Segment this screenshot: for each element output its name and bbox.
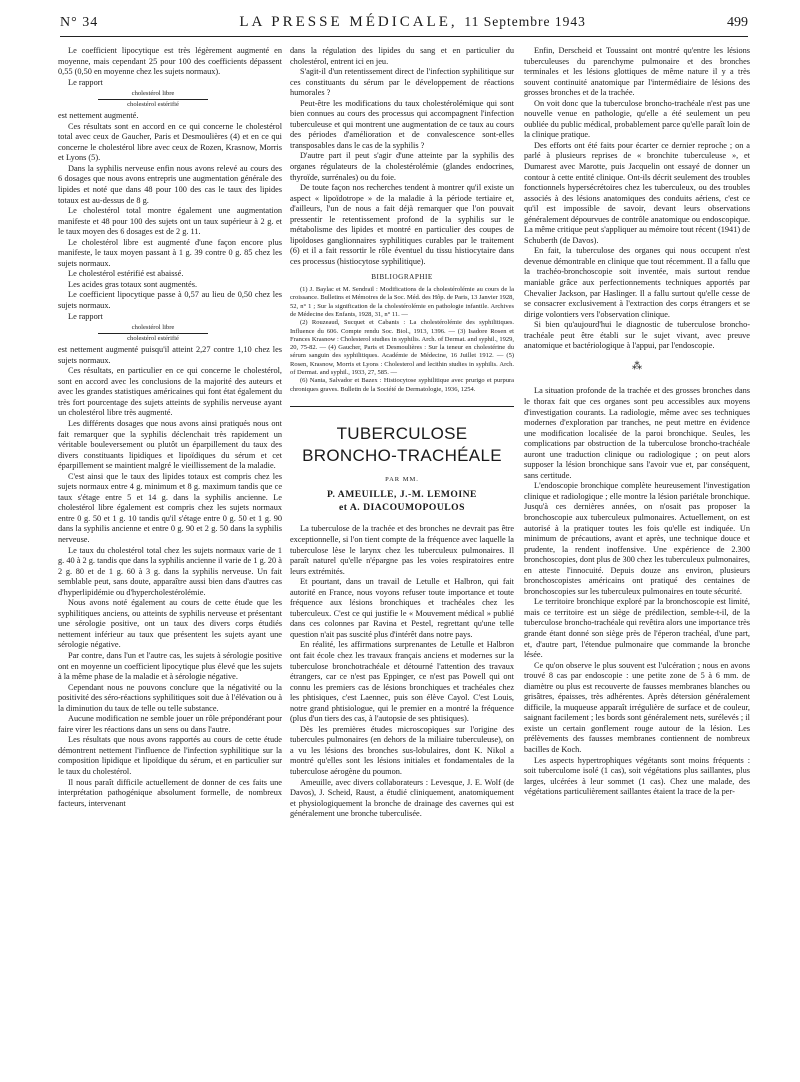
paragraph: Le coefficient lipocytique passe à 0,57 au lieu de 0,50 chez les sujets normaux. bbox=[58, 290, 282, 311]
bibliography-heading: BIBLIOGRAPHIE bbox=[371, 273, 433, 282]
bibliography-entry: (6) Nanta, Salvador et Bazex : Histiocytose syphilitique avec prurigo et purpura chroniques graves. Bulletin de la Société de Dermatologie, 1936, 1254. bbox=[290, 377, 514, 393]
column-3 bbox=[524, 46, 750, 1076]
paragraph: S'agit-il d'un retentissement direct de l'infection syphilitique sur ces constituants du sérum par le développement de réactions humorales ? bbox=[290, 67, 514, 98]
paragraph: Ce qu'on observe le plus souvent est l'ulcération ; nous en avons trouvé 8 cas par endoscopie : une petite zone de 5 à 6 mm. de diamètre ou plus est recouverte de fausses membranes blanches ou grisâtres, épaisses, très adhérentes. Après détersion généralement difficile, la muqueuse apparaît irrégulière de surface et de couleur, saignant facilement ; les bords sont généralement nets, surélevés ; il existe un certain gonflement rouge autour de la lésion. Les prélèvements des fausses membranes contiennent de nombreux bacilles de Koch. bbox=[524, 660, 750, 754]
paragraph: L'endoscopie bronchique complète heureusement l'investigation clinique et radiologique ; elle montre la lésion pariétale bronchique. Jusqu'à ces dernières années, on n'osait pas proposer la bronchoscopie aux tuberculeux pulmonaires. Actuellement, on est autorisé à la pratiquer toutes les fois qu'elle est indiquée. Un minimum de précautions, avant et après, une technique douce et prudente, la rendent inoffensive. Une expérience de 2.300 bronchoscopies, dont plus de 300 chez les tuberculeux pulmonaires, en atteste l'innocuité. Depuis douze ans environ, plusieurs bronchoscopistes américains ont pratiqué des centaines de bronchoscopies sur les tuberculeux pulmonaires en toute sécurité. bbox=[524, 481, 750, 596]
paragraph: Le rapport bbox=[68, 311, 103, 321]
article-title-line: TUBERCULOSE bbox=[336, 423, 468, 443]
issue-number: N° 34 bbox=[60, 15, 99, 30]
paragraph: est nettement augmenté puisqu'il atteint 2,27 contre 1,10 chez les sujets normaux. bbox=[58, 345, 282, 365]
paragraph: Ces résultats, en particulier en ce qui concerne le cholestérol, sont en accord avec les conclusions de la majorité des auteurs et avec les grandes statistiques américaines qui font état également du très fort pourcentage des sujets atteints de syphilis nerveuse ayant un cholestérol libre très augmenté. bbox=[58, 366, 282, 418]
fraction-denominator: cholestérol estérifié bbox=[127, 335, 179, 343]
bibliography-entry: (2) Rouzeaud, Sucquet et Cabanis : La cholestérolémie des syphilitiques. Influence du 606. Compte rendu Soc. Biol., 1913, 1396. — (3) Isadore Rosen et Frances Krasnow : Cholesterol studies in syphilis. Arch. of Dermat. and syphil., 1929, 20, 75-82. — (4) Gaucher, Paris et Desmoulières : Sur la teneur en cholestérine du sérum sanguin des syphilitiques. Académie de Médecine, 16 Juillet 1912. — (5) Rosen, Krasnow, Morris et Lyons : Cholesterol and lecithin studies in syphilis. Arch. of Dermat. and syphil., 1933, 27, 585. — bbox=[290, 319, 514, 376]
paragraph: La tuberculose de la trachée et des bronches ne devrait pas être exceptionnelle, si l'on tient compte de la fréquence avec laquelle la tuberculose lèse le larynx chez les tuberculeux pulmonaires. Il paraît naturel qu'elle n'épargne pas les voies respiratoires entre leurs extrémités. bbox=[290, 524, 514, 576]
paragraph: Cependant nous ne pouvons conclure que la négativité ou la positivité des séro-réactions syphilitiques soit due à l'élévation ou à la diminution du taux de telle ou telle substance. bbox=[58, 682, 282, 713]
fraction-numerator: cholestérol libre bbox=[98, 90, 208, 100]
fraction-denominator: cholestérol estérifié bbox=[127, 101, 179, 109]
article-title-line: BRONCHO-TRACHÉALE bbox=[302, 445, 502, 465]
section-separator-asterism: ⁂ bbox=[632, 360, 642, 372]
paragraph: Le cholestérol libre est augmenté d'une façon encore plus manifeste, le taux moyen passant à 1 g. 39 contre 0 g. 85 chez les sujets normaux. bbox=[58, 237, 282, 268]
column-2 bbox=[290, 46, 514, 1076]
paragraph: Le territoire bronchique exploré par la bronchoscopie est limité, mais ce territoire est un siège de prédilection, semble-t-il, de la tuberculose broncho-trachéale qui revêtira alors une importance très grande étant donné son siège près de l'éperon trachéal, d'une part, et, d'autre part, l'étendue pulmonaire que commande la bronche lésée. bbox=[524, 597, 750, 660]
ratio-fraction bbox=[98, 90, 208, 109]
paragraph: Peut-être les modifications du taux cholestérolémique qui sont bien connues au cours des processus qui accompagnent l'infection tuberculeuse et qui montrent une augmentation de ce taux au cours des périodes d'amélioration et de convalescence sont-elles transposables dans le cas de la syphilis ? bbox=[290, 98, 514, 150]
paragraph: Dans la syphilis nerveuse enfin nous avons relevé au cours des 6 dosages que nous avons entrepris une augmentation générale des lipides et noté que dans 48 pour 100 des cas le taux des lipides totaux est au-dessus de 8 g. bbox=[58, 163, 282, 205]
paragraph: Des efforts ont été faits pour écarter ce dernier reproche ; on a parlé à plusieurs reprises de « bronchite tuberculeuse », et Dumarest avec Marotte, puis Jacquelin ont essayé de donner un contour à cette entité clinique. Ont-ils décrit seulement des troubles fonctionnels hypersécrétoires chez les tuberculeux, ou des troubles associés à des lésions anatomiques des conduits aériens, c'est ce qu'il est impossible de savoir, devant leurs observations généralement dépourvues de contrôle anatomique ou endoscopique. La même critique peut s'appliquer au mémoire tout récent (1941) de Schuberth (de Davos). bbox=[524, 140, 750, 245]
authors bbox=[290, 488, 514, 514]
paragraph: D'autre part il peut s'agir d'une atteinte par la syphilis des organes régulateurs de la cholestérolémie (glandes endocrines, thyroïde, surrénales) ou du foie. bbox=[290, 151, 514, 182]
authors-line: P. AMEUILLE, J.-M. LEMOINE bbox=[327, 489, 477, 501]
paragraph: Ameuille, avec divers collaborateurs : Levesque, J. E. Wolf (de Davos), J. Scheid, Raust, a étudié cliniquement, anatomiquement et physiologiquement la bronche de drainage des cavernes qui est généralement une bronche tuberculisée. bbox=[290, 777, 514, 819]
paragraph: Si bien qu'aujourd'hui le diagnostic de tuberculose broncho-trachéale peut être établi sur le sujet vivant, avec preuve anatomique et bactériologique à l'appui, par l'endoscopie. bbox=[524, 320, 750, 351]
issue-date: 11 Septembre 1943 bbox=[464, 14, 586, 29]
paragraph: Le cholestérol estérifié est abaissé. bbox=[68, 269, 184, 279]
paragraph: En réalité, les affirmations surprenantes de Letulle et Halbron ont fait école chez les travaux français anciens et modernes sur la tuberculose bronchotrachéale et détourné l'attention des travaux étrangers, car ce n'est pas Eppinger, ce n'est pas Powell qui ont connu les premiers cas de lésions bronchiques et trachéales chez les phtisiques, c'est Laennec, puis son élève Cayol. C'est Louis, notre grand phtisiologue, qui le premier en a montré la fréquence (plus d'un tiers des cas, à l'autopsie de ses phtisiques). bbox=[290, 640, 514, 724]
paragraph: Les résultats que nous avons rapportés au cours de cette étude démontrent nettement l'influence de l'infection syphilitique sur la composition lipidique et lipoïdique du sérum, et en particulier sur le taux du cholestérol. bbox=[58, 735, 282, 776]
paragraph: Par contre, dans l'un et l'autre cas, les sujets à sérologie positive ont en moyenne un coefficient lipocytique plus élevé que les sujets à la même phase de la maladie et à sérologie négative. bbox=[58, 650, 282, 682]
paragraph: Les aspects hypertrophiques végétants sont moins fréquents : soit tuberculome isolé (1 cas), soit végétations plus saillantes, plus larges, ulcérées à leur sommet (1 cas). Chez une malade, des végétations particulièrement saillantes étaient la trace de la per- bbox=[524, 755, 750, 797]
authors-line: et A. DIACOUMOPOULOS bbox=[339, 502, 465, 514]
paragraph: Le coefficient lipocytique est très légèrement augmenté en moyenne, mais cependant 25 pour 100 des coefficients dépassent 0,55 (0,50 en moyenne chez les sujets normaux). bbox=[58, 46, 282, 77]
paragraph: Aucune modification ne semble jouer un rôle prépondérant pour faire virer les réactions dans un sens ou dans l'autre. bbox=[58, 714, 282, 734]
paragraph: Le rapport bbox=[68, 77, 103, 87]
paragraph: De toute façon nos recherches tendent à montrer qu'il existe un aspect « lipoïdotrope » de la maladie à la période tertiaire et, d'ailleurs, l'un de nous a fait déjà remarquer que l'on pouvait pressentir le retentissement profond de la syphilis sur le métabolisme des lipides et montré en particulier des coupes de lipoïdoses ganglionnaires syphilitiques curables par le traitement (6) et il a fait ressortir le rôle éventuel du tissu histiocytaire dans ces processus (histiocytose syphilitique). bbox=[290, 183, 514, 266]
byline-prefix: PAR MM. bbox=[385, 475, 419, 483]
paragraph: C'est ainsi que le taux des lipides totaux est compris chez les sujets normaux entre 4 g. minimum et 8 g. maximum tandis que ce taux s'étage entre 5 et 14 g. dans la syphilis ancienne. Le cholestérol libre également est compris chez les sujets normaux entre 0 g. 50 et 1 g. 10 tandis qu'il s'étage entre 0 g. 50 et 1 g. 90 dans la syphilis ancienne et entre 0 g. 90 et 2 g. 50 dans la syphilis nerveuse. bbox=[58, 471, 282, 544]
fraction-numerator: cholestérol libre bbox=[98, 324, 208, 334]
journal-name: LA PRESSE MÉDICALE, bbox=[239, 14, 458, 30]
journal-title bbox=[239, 14, 586, 31]
paragraph: Enfin, Derscheid et Toussaint ont montré qu'entre les lésions tuberculeuses du parenchyme pulmonaire et des bronches terminales et les lésions glottiques de même nature il y a très souvent continuité anatomique par l'intermédiaire de lésions des grosses bronches et de la trachée. bbox=[524, 46, 750, 98]
page-number: 499 bbox=[727, 15, 748, 30]
page-header bbox=[60, 14, 748, 37]
paragraph: Ces résultats sont en accord en ce qui concerne le cholestérol total avec ceux de Gaucher, Paris et Desmoulières (4) et en ce qui concerne le cholestérol libre avec ceux de Rozen, Krasnow, Morris et Lyons (5). bbox=[58, 121, 282, 163]
paragraph: En fait, la tuberculose des organes qui nous occupent n'est devenue démontrable en clinique que tout récemment. Il a fallu que la trachéo-bronchoscopie soit inventée, mais surtout rendue maniable grâce aux perfectionnements techniques apportés par Chevalier Jackson, par Haslinger. Il a fallu surtout qu'elle cesse de se consacrer exclusivement à l'extraction des corps étrangers et se dirige volontiers vers l'observation clinique. bbox=[524, 246, 750, 319]
paragraph: dans la régulation des lipides du sang et en particulier du cholestérol, entrent ici en jeu. bbox=[290, 46, 514, 66]
ratio-fraction bbox=[98, 324, 208, 343]
paragraph: Les acides gras totaux sont augmentés. bbox=[68, 279, 198, 289]
paragraph: Nous avons noté également au cours de cette étude que les syphilitiques anciens, ou atteints de syphilis nerveuse et présentant une sérologie positive, ont un taux des divers corps étudiés nettement inférieur au taux que présentent les sujets ayant une sérologie négative. bbox=[58, 598, 282, 650]
paragraph: La situation profonde de la trachée et des grosses bronches dans le thorax fait que ces organes sont peu accessibles aux moyens d'investigation courants. La radiologie, même avec ses techniques modernes d'exploration par tranches, ne peut mettre en évidence une modification localisée de la paroi bronchique. Seules, les complications par obstruction de la tuberculose broncho-trachéale auront une traduction clinique ou radiologique ; on peut alors supposer la lésion bronchique sans l'avoir vue et, par conséquent, sans certitude. bbox=[524, 386, 750, 480]
column-1 bbox=[58, 46, 282, 1076]
paragraph: est nettement augmenté. bbox=[58, 111, 139, 121]
paragraph: Le cholestérol total montre également une augmentation manifeste et 48 pour 100 des sujets ont un taux supérieur à 2 g. et le taux moyen des 6 dosages est de 2 g. 11. bbox=[58, 206, 282, 237]
paragraph: Les différents dosages que nous avons ainsi pratiqués nous ont fait remarquer que la syphilis déclenchait très rapidement un véritable bouleversement ou plutôt un éparpillement du taux des divers constituants lipidiques et lipoïdiques du sérum et cet éparpillement se maintient malgré le vieillissement de la maladie. bbox=[58, 418, 282, 471]
paragraph: On voit donc que la tuberculose broncho-trachéale n'est pas une nouvelle venue en pathologie, qu'elle a été seulement un peu oubliée du public médical, probablement parce qu'elle paraît loin de la clinique pratique. bbox=[524, 98, 750, 140]
section-divider bbox=[290, 406, 514, 407]
paragraph: Dès les premières études microscopiques sur l'origine des tubercules pulmonaires (en dehors de la miliaire tuberculeuse), on a vu les lésions des bronches sus-lobulaires, dont K. Nikol a montré qu'elles sont les lésions initiales et fondamentales de la tuberculose aérogène du poumon. bbox=[290, 724, 514, 777]
bibliography-entry: (1) J. Baylac et M. Sendrail : Modifications de la cholestérolémie au cours de la croissance. Bulletins et Mémoires de la Soc. Méd. des Hôp. de Paris, 13 Janvier 1928, 52, n° 1 ; Sur la signification de la cholestérolémie en pathologie infantile. Archives de Médecine des Enfants, 1928, 31, n° 11. — bbox=[290, 286, 514, 318]
paragraph: Le taux du cholestérol total chez les sujets normaux varie de 1 g. 40 à 2 g. tandis que dans la syphilis ancienne il varie de 1 g. 20 à 2 g. 80 et de 1 g. 60 à 3 g. dans la syphilis nerveuse. Un fait semblable peut, sans doute, apparaître aussi bien dans d'autres cas d'hyperlipidémie ou d'hypercholestérolémie. bbox=[58, 545, 282, 597]
paragraph: Il nous paraît difficile actuellement de donner de ces faits une interprétation pathogénique absolument formelle, de nombreux facteurs, intervenant bbox=[58, 777, 282, 808]
paragraph: Et pourtant, dans un travail de Letulle et Halbron, qui fait autorité en France, nous voyons refuser toute importance et toute fréquence aux lésions bronchiques et trachéales chez les tuberculeux. C'est ce qui justifie le « Mouvement médical » publié dans ces colonnes par Ravina et Pestel, regrettant qu'une telle question n'ait pas suscité plus d'intérêt dans notre pays. bbox=[290, 577, 514, 639]
